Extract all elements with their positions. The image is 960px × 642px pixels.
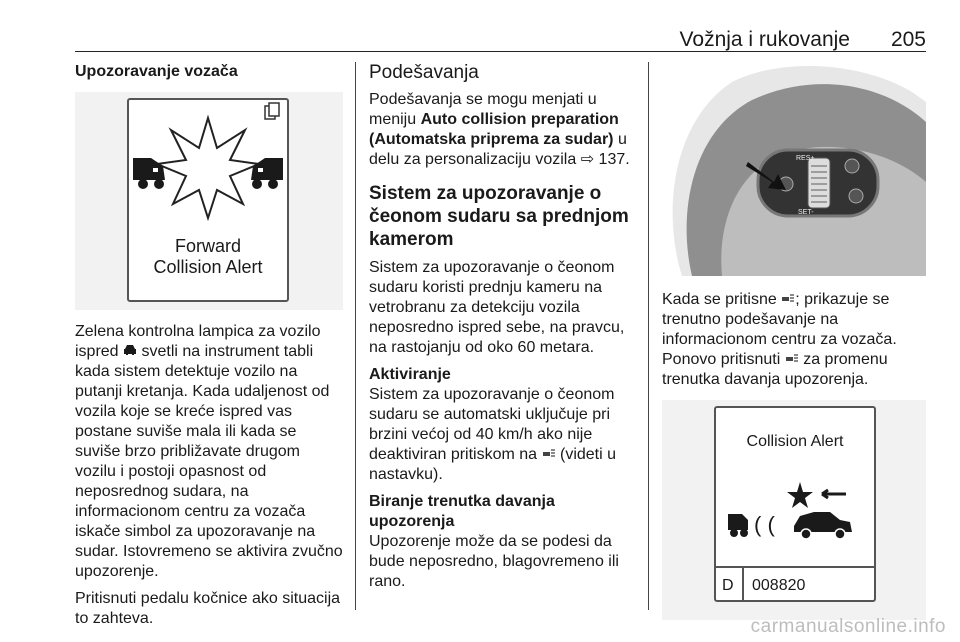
page-number: 205 <box>890 28 926 51</box>
settings-text-end: u delu za personalizaciju vozila <box>369 131 627 168</box>
settings-paragraph <box>369 90 635 170</box>
page-header <box>75 26 926 52</box>
display-frame <box>714 406 876 602</box>
wheel-text-a: Kada se pritisne <box>662 291 777 308</box>
front-car-icon <box>794 512 852 539</box>
own-car-icon <box>728 514 748 537</box>
display-code-divider <box>742 568 744 602</box>
display-frame <box>127 98 289 302</box>
book-icon <box>265 103 279 119</box>
activation-text: Sistem za upozoravanje o čeonom sudaru se automatski uključuje pri brzini većoj od 40 km/h ako nije deaktiviran pritiskom na <box>369 386 615 463</box>
header-title: Vožnja i rukovanje <box>679 28 850 51</box>
column-left <box>75 62 343 636</box>
wheel-label-set: SET- <box>798 209 814 216</box>
system-subtitle: Sistem za upozoravanje o čeonom sudaru sa prednjom kamerom <box>369 183 629 250</box>
figure-caption-line2: Collision Alert <box>153 257 263 277</box>
wheel-paragraph <box>662 290 928 390</box>
page-ref[interactable]: 137. <box>598 151 630 168</box>
paragraph-2: Pritisnuti pedalu kočnice ako situacija to zahteva. <box>75 590 341 627</box>
activation-head: Aktiviranje <box>369 366 451 383</box>
paragraph-1 <box>75 322 343 582</box>
section-title: Upozoravanje vozača <box>75 63 238 80</box>
column-divider-2 <box>648 62 649 610</box>
column-right <box>662 62 928 620</box>
activation-block <box>369 365 635 485</box>
timing-head: Biranje trenutka davanja upozorenja <box>369 493 555 530</box>
collision-star-icon <box>129 100 287 230</box>
collision-alert-display-figure <box>662 400 926 620</box>
fca-button-icon <box>781 290 795 310</box>
signal-waves-icon: ( ( <box>754 512 775 537</box>
forward-collision-figure <box>75 92 343 310</box>
wheel-button-top-right <box>845 159 859 173</box>
settings-title: Podešavanja <box>369 62 479 83</box>
wheel-label-res: RES+ <box>796 155 815 162</box>
arrow-left-icon <box>822 490 846 498</box>
column-divider-1 <box>355 62 356 610</box>
display-title: Collision Alert <box>746 433 844 450</box>
wheel-text-c: za promenu trenutka davanja upozorenja. <box>662 351 888 388</box>
menu-name: Auto collision preparation (Automatska priprema za sudar) <box>369 111 619 148</box>
display-code-letter: D <box>722 577 734 594</box>
display-divider <box>716 566 874 568</box>
timing-text: Upozorenje može da se podesi da bude neposredno, blagovremeno ili rano. <box>369 533 619 590</box>
system-paragraph: Sistem za upozoravanje o čeonom sudaru koristi prednju kameru na vetrobranu za detekciju vozila neposredno ispred sebe, na pravcu, na rastojanju od oko 60 metara. <box>369 259 625 356</box>
car-front-icon <box>123 342 137 362</box>
column-middle <box>369 62 635 599</box>
settings-text-start: Podešavanja se mogu menjati u meniju <box>369 91 597 128</box>
figure-caption-line1: Forward <box>174 236 241 256</box>
wheel-button-bottom-right <box>849 189 863 203</box>
timing-block <box>369 492 635 592</box>
watermark: carmanualsonline.info <box>750 616 946 637</box>
paragraph-1-start: Zelena kontrolna lampica za vozilo ispred <box>75 323 321 360</box>
fca-button-icon <box>785 350 799 370</box>
display-code: 008820 <box>752 577 806 594</box>
page-ref-arrow-icon: ⇨ <box>580 151 595 168</box>
star-icon <box>787 482 813 508</box>
fca-button-icon <box>542 445 556 465</box>
activation-text-end: (videti u nastavku). <box>369 446 617 483</box>
paragraph-1-end: svetli na instrument tabli kada sistem detektuje vozilo na putanji kretanja. Kada udaljenost od vozila koje se kreće ispred vas postane suviše mala ili kada se suviše brzo približavate drugom vozilu i postoji opasnost od neposrednog sudara, na informacionom centru za vozača iskače simbol za upozoravanje na sudar. Istovremeno se aktivira zvučno upozorenje. <box>75 343 343 580</box>
wheel-text-b: ; prikazuje se trenutno podešavanje na informacionom centru za vozača. Ponovo pritisnuti <box>662 291 897 368</box>
steering-wheel-figure <box>662 62 926 276</box>
